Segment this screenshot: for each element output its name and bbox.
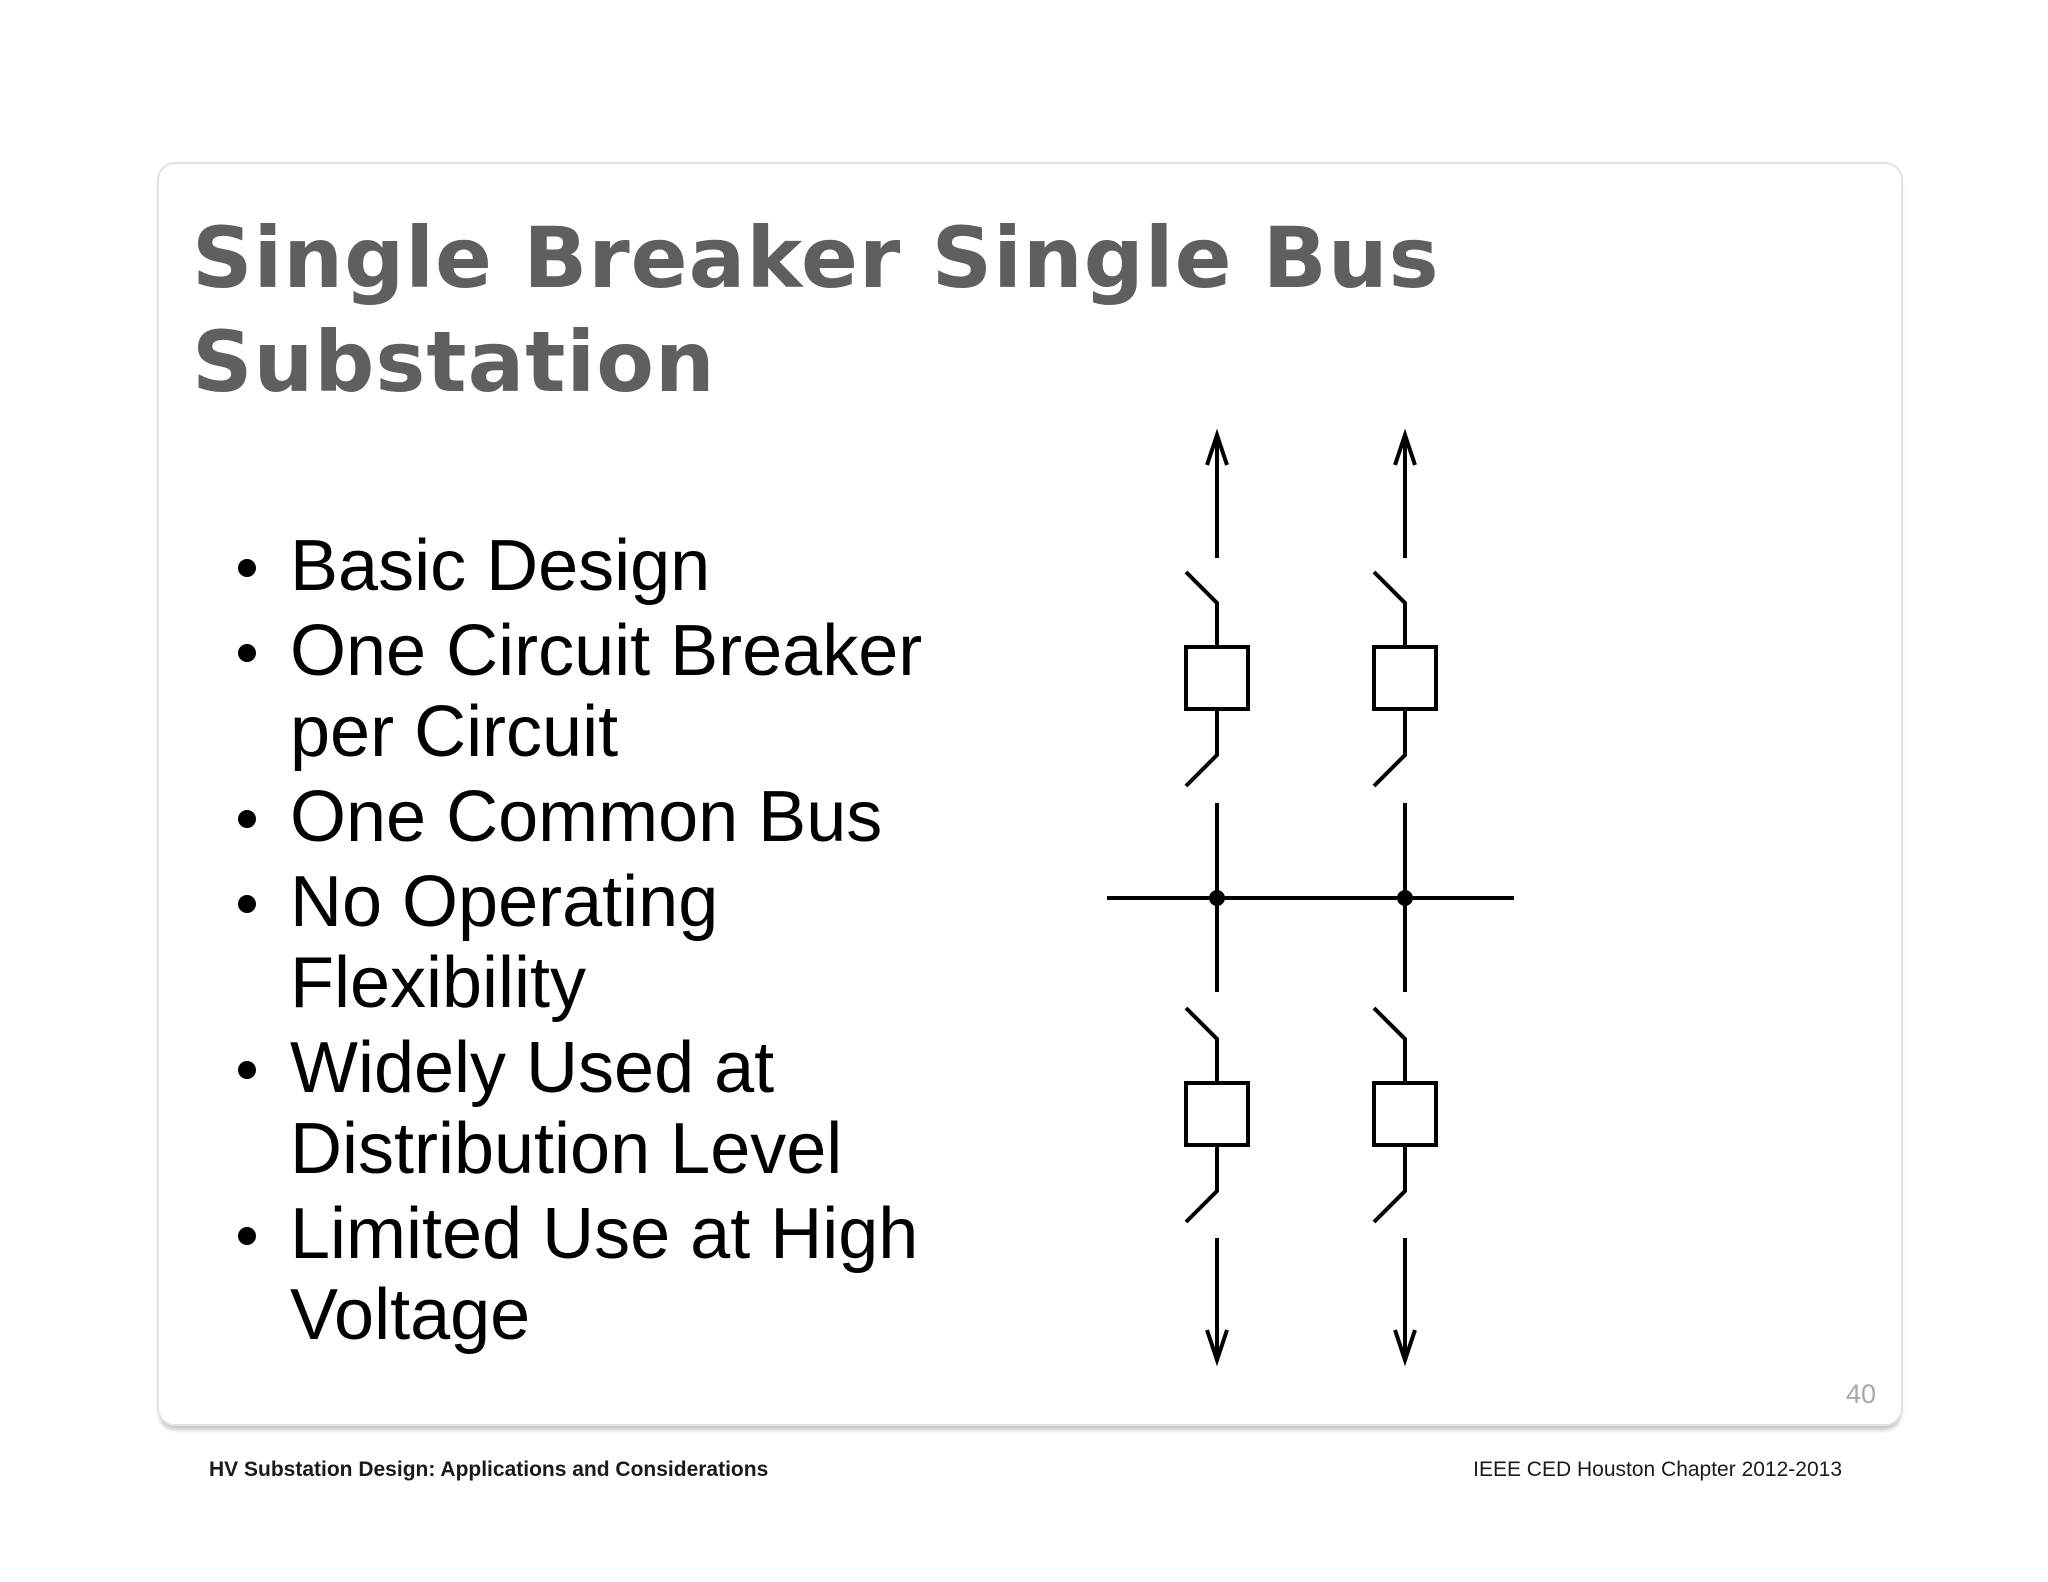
circuit-breaker-icon [1374,647,1436,709]
feeder-left-bottom [1186,898,1248,1360]
bullet-dot-icon [238,895,256,913]
bullet-text-continued: Flexibility [290,943,587,1023]
bullet-dot-icon [238,810,256,828]
bullet-text: Widely Used at [290,1028,775,1108]
circuit-breaker-icon [1186,647,1248,709]
single-line-diagram [1100,420,1530,1370]
bullet-text: Limited Use at High [290,1194,919,1274]
bullet-text-continued: Distribution Level [290,1109,843,1189]
feeder-right-top [1374,435,1436,898]
bullet-text-continued: per Circuit [290,692,619,772]
bullet-dot-icon [238,559,256,577]
bullet-dot-icon [238,644,256,662]
circuit-breaker-icon [1186,1083,1248,1145]
bullet-text: No Operating [290,862,719,942]
page-number: 40 [1845,1379,1876,1409]
bullet-item [236,526,996,607]
disconnect-switch-icon [1186,1145,1217,1222]
bullet-text: Basic Design [290,526,711,606]
bullet-item [236,1194,996,1356]
disconnect-switch-icon [1374,572,1405,647]
disconnect-switch-icon [1186,1008,1217,1083]
feeder-left-top [1186,435,1248,898]
bullet-dot-icon [238,1227,256,1245]
disconnect-switch-icon [1374,1145,1405,1222]
footer-left: HV Substation Design: Applications and Considerations [209,1458,769,1481]
slide-title [192,206,1492,414]
bullet-text: One Common Bus [290,777,883,857]
bullet-item [236,862,996,1024]
slide-title-line2: Substation [192,313,716,411]
circuit-breaker-icon [1374,1083,1436,1145]
bullet-text: One Circuit Breaker [290,611,923,691]
bullet-list [236,526,996,1360]
disconnect-switch-icon [1374,1008,1405,1083]
bullet-text-continued: Voltage [290,1275,531,1355]
bullet-item [236,1028,996,1190]
feeder-right-bottom [1374,898,1436,1360]
bullet-item [236,777,996,858]
slide-title-line1: Single Breaker Single Bus [192,209,1440,307]
disconnect-switch-icon [1186,572,1217,647]
bullet-dot-icon [238,1061,256,1079]
bullet-item [236,611,996,773]
disconnect-switch-icon [1186,709,1217,786]
disconnect-switch-icon [1374,709,1405,786]
footer-right: IEEE CED Houston Chapter 2012-2013 [1473,1458,1842,1481]
